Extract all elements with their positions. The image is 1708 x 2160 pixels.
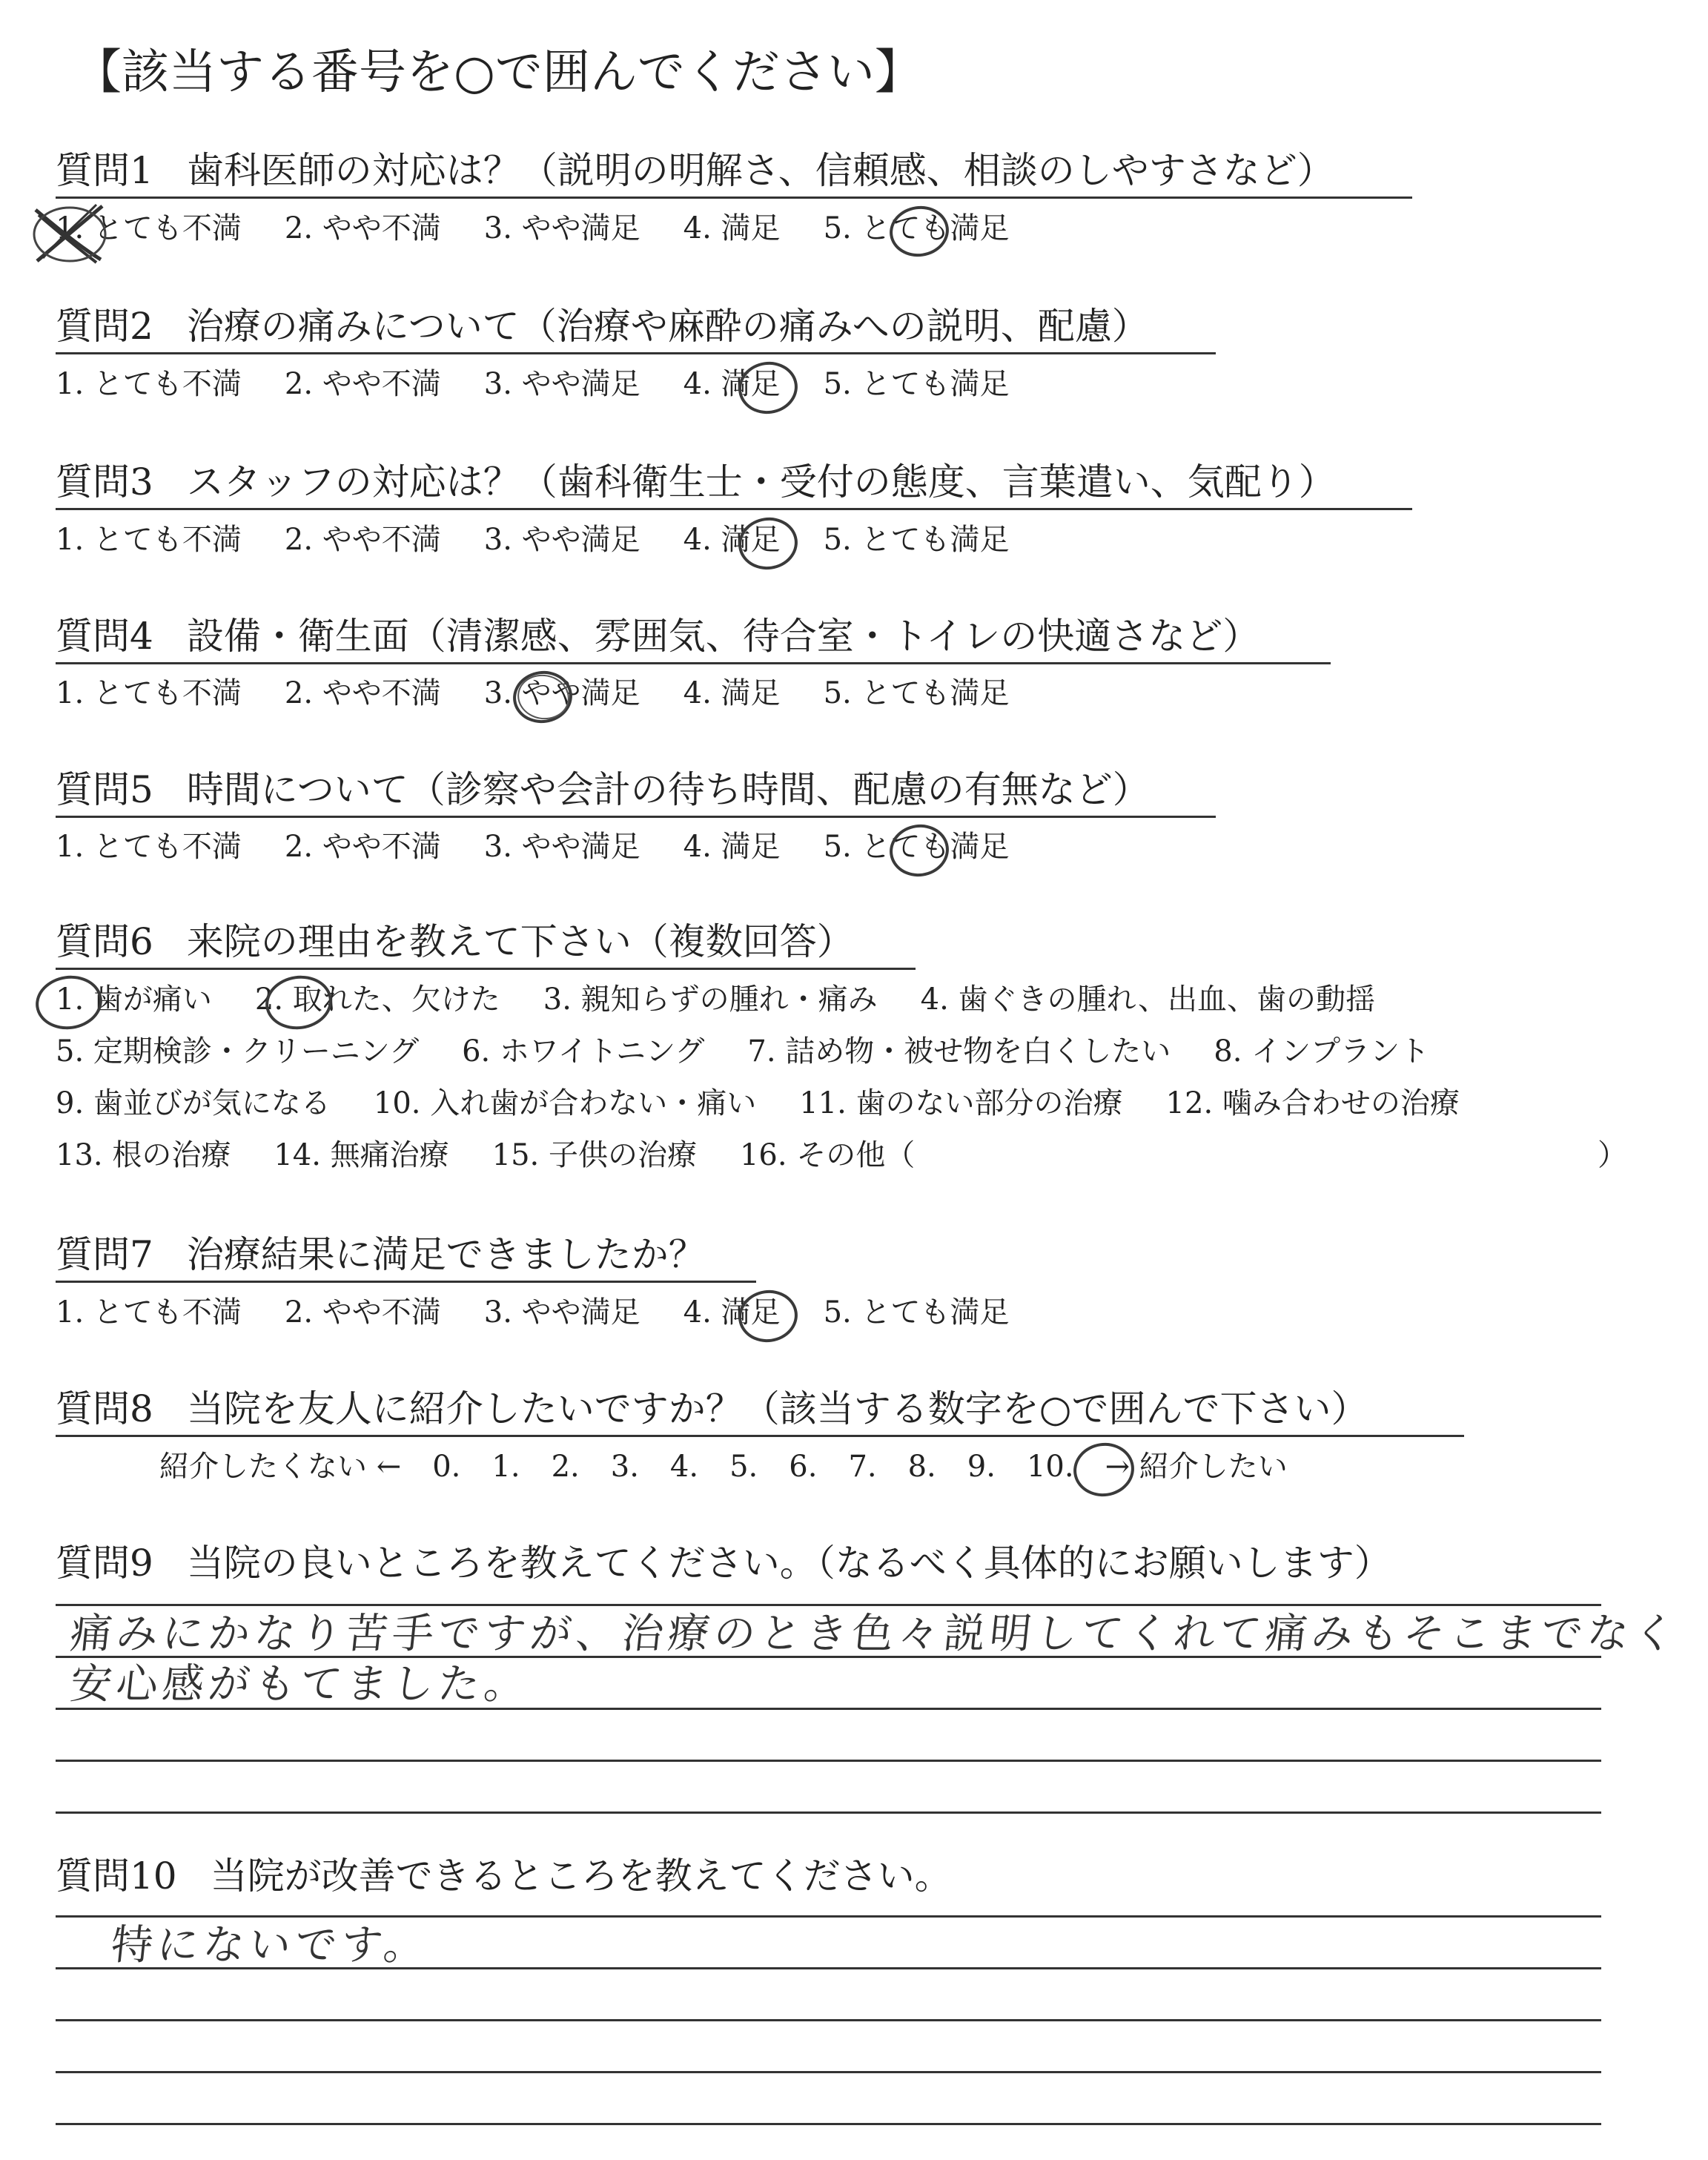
q9-handwritten-answer-line-2: 安心感がもてました。 <box>67 1660 533 1708</box>
q8-scale-5[interactable]: 5. <box>729 1450 758 1484</box>
q1-option-4[interactable]: 4. 満足 <box>683 211 781 245</box>
q6-option-12[interactable]: 12. 噛み合わせの治療 <box>1165 1086 1460 1120</box>
question-6-text: 来院の理由を教えて下さい（複数回答） <box>186 920 854 963</box>
q6-option-10[interactable]: 10. 入れ歯が合わない・痛い <box>373 1086 757 1120</box>
question-7-text: 治療結果に満足できましたか？ <box>186 1233 706 1276</box>
q8-scale-8[interactable]: 8. <box>907 1450 936 1484</box>
q6-option-13[interactable]: 13. 根の治療 <box>56 1138 231 1172</box>
q9-answer-rule-5 <box>56 1811 1601 1814</box>
q4-option-3[interactable]: 3. やや満足 <box>483 676 640 710</box>
q2-option-2[interactable]: 2. やや不満 <box>284 367 441 401</box>
q3-option-4[interactable]: 4. 満足 <box>683 523 781 557</box>
q8-scale-4[interactable]: 4. <box>669 1450 699 1484</box>
question-9-text: 当院の良いところを教えてください。（なるべく具体的にお願いします） <box>186 1542 1391 1585</box>
question-1-heading <box>56 148 1334 193</box>
q8-scale-2[interactable]: 2. <box>551 1450 580 1484</box>
question-10-number: 質問10 <box>56 1855 177 1898</box>
q9-answer-rule-4 <box>56 1760 1601 1762</box>
q6-option-14[interactable]: 14. 無痛治療 <box>274 1138 449 1172</box>
question-5-text: 時間について（診察や会計の待ち時間、配慮の有無など） <box>186 768 1150 811</box>
q7-option-1[interactable]: 1. とても不満 <box>56 1295 242 1330</box>
q1-option-2[interactable]: 2. やや不満 <box>284 211 441 245</box>
question-6-options-row-4 <box>56 1137 1627 1174</box>
q8-scale-0[interactable]: 0. <box>432 1450 461 1484</box>
question-1-text: 歯科医師の対応は？（説明の明解さ、信頼感、相談のしやすさなど） <box>186 149 1334 192</box>
q2-option-5[interactable]: 5. とても満足 <box>823 367 1010 401</box>
q9-answer-rule-2 <box>56 1656 1601 1658</box>
page-title: 【該当する番号を○で囲んでください】 <box>74 45 922 100</box>
question-3-text: スタッフの対応は？（歯科衛生士・受付の態度、言葉遣い、気配り） <box>186 460 1336 503</box>
q10-answer-rule-3 <box>56 2019 1601 2021</box>
question-8-number: 質問8 <box>56 1387 153 1430</box>
q6-option-15[interactable]: 15. 子供の治療 <box>491 1138 697 1172</box>
q3-option-1[interactable]: 1. とても不満 <box>56 523 242 557</box>
q2-option-1[interactable]: 1. とても不満 <box>56 367 242 401</box>
question-4-number: 質問4 <box>56 615 153 658</box>
question-4-heading <box>56 614 1260 658</box>
q1-option-1[interactable]: 1. とても不満 <box>56 211 242 245</box>
q5-option-1[interactable]: 1. とても不満 <box>56 830 242 864</box>
question-6-number: 質問6 <box>56 920 153 963</box>
question-3-number: 質問3 <box>56 460 153 503</box>
question-6-options-row-3 <box>56 1085 1460 1122</box>
q7-option-5[interactable]: 5. とても満足 <box>823 1295 1010 1330</box>
q1-cross-mark-icon <box>28 199 110 265</box>
q1-option-3[interactable]: 3. やや満足 <box>483 211 640 245</box>
q4-option-2[interactable]: 2. やや不満 <box>284 676 441 710</box>
question-3-underline <box>56 508 1412 510</box>
q4-option-1[interactable]: 1. とても不満 <box>56 676 242 710</box>
question-7-number: 質問7 <box>56 1233 153 1276</box>
question-3-heading <box>56 460 1336 504</box>
q6-option-11[interactable]: 11. 歯のない部分の治療 <box>799 1086 1123 1120</box>
q5-option-5[interactable]: 5. とても満足 <box>823 830 1010 864</box>
q8-scale-6[interactable]: 6. <box>789 1450 818 1484</box>
q9-answer-rule-3 <box>56 1708 1601 1710</box>
q7-option-4[interactable]: 4. 満足 <box>683 1295 781 1330</box>
q3-option-2[interactable]: 2. やや不満 <box>284 523 441 557</box>
q6-option-9[interactable]: 9. 歯並びが気になる <box>56 1086 331 1120</box>
question-5-underline <box>56 816 1216 818</box>
q6-option-4[interactable]: 4. 歯ぐきの腫れ、出血、歯の動揺 <box>920 982 1375 1017</box>
q6-option-6[interactable]: 6. ホワイトニング <box>462 1034 705 1069</box>
question-5-number: 質問5 <box>56 768 153 811</box>
question-10-text: 当院が改善できるところを教えてください。 <box>210 1855 952 1898</box>
q8-scale-right-label: → 紹介したい <box>1105 1450 1288 1484</box>
q6-option-5[interactable]: 5. 定期検診・クリーニング <box>56 1034 420 1069</box>
q10-answer-rule-4 <box>56 2071 1601 2073</box>
question-8-scale <box>159 1448 1319 1485</box>
q6-option-16[interactable]: 16. その他（ <box>739 1138 916 1172</box>
question-2-heading <box>56 304 1149 349</box>
question-3-options <box>56 521 1009 558</box>
question-1-underline <box>56 196 1412 199</box>
question-4-text: 設備・衛生面（清潔感、雰囲気、待合室・トイレの快適さなど） <box>186 615 1260 658</box>
q6-option-2[interactable]: 2. 取れた、欠けた <box>254 982 500 1017</box>
q6-option-7[interactable]: 7. 詰め物・被せ物を白くしたい <box>747 1034 1171 1069</box>
q5-option-2[interactable]: 2. やや不満 <box>284 830 441 864</box>
q6-option-1[interactable]: 1. 歯が痛い <box>56 982 212 1017</box>
question-5-options <box>56 828 1009 865</box>
question-2-options <box>56 366 1009 403</box>
question-8-text: 当院を友人に紹介したいですか？（該当する数字を○で囲んで下さい） <box>186 1387 1368 1430</box>
q5-option-4[interactable]: 4. 満足 <box>683 830 781 864</box>
question-2-underline <box>56 352 1216 354</box>
q3-option-3[interactable]: 3. やや満足 <box>483 523 640 557</box>
question-6-heading <box>56 919 854 964</box>
q8-scale-9[interactable]: 9. <box>967 1450 996 1484</box>
question-8-underline <box>56 1435 1464 1437</box>
q9-answer-rule-1 <box>56 1604 1601 1606</box>
q10-answer-rule-5 <box>56 2123 1601 2125</box>
q7-option-3[interactable]: 3. やや満足 <box>483 1295 640 1330</box>
q2-option-4[interactable]: 4. 満足 <box>683 367 781 401</box>
question-1-number: 質問1 <box>56 149 153 192</box>
question-8-heading <box>56 1387 1368 1431</box>
question-7-heading <box>56 1232 706 1277</box>
q10-answer-rule-2 <box>56 1967 1601 1969</box>
q8-scale-3[interactable]: 3. <box>610 1450 639 1484</box>
question-10-heading <box>56 1854 952 1898</box>
q4-option-4[interactable]: 4. 満足 <box>683 676 781 710</box>
q3-option-5[interactable]: 5. とても満足 <box>823 523 1010 557</box>
question-6-options-row-2 <box>56 1033 1429 1070</box>
question-2-text: 治療の痛みについて（治療や麻酔の痛みへの説明、配慮） <box>186 305 1149 348</box>
q6-option-3[interactable]: 3. 親知らずの腫れ・痛み <box>543 982 878 1017</box>
question-9-number: 質問9 <box>56 1542 153 1585</box>
question-5-heading <box>56 767 1150 812</box>
q1-option-5[interactable]: 5. とても満足 <box>823 211 1010 245</box>
question-6-options-row-1 <box>56 981 1375 1018</box>
q9-handwritten-answer-line-1: 痛みにかなり苦手ですが、治療のとき色々説明してくれて痛みもそこまでなく <box>67 1610 1682 1658</box>
q2-option-3[interactable]: 3. やや満足 <box>483 367 640 401</box>
q6-option-8[interactable]: 8. インプラント <box>1214 1034 1430 1069</box>
question-7-options <box>56 1294 1009 1331</box>
question-1-options <box>56 210 1009 247</box>
question-7-underline <box>56 1281 756 1283</box>
question-6-underline <box>56 968 916 970</box>
q4-option-5[interactable]: 5. とても満足 <box>823 676 1010 710</box>
question-2-number: 質問2 <box>56 305 153 348</box>
q10-handwritten-answer-line-1: 特にないです。 <box>108 1921 432 1969</box>
question-4-underline <box>56 662 1331 664</box>
q6-other-close-paren: ） <box>1598 1138 1627 1172</box>
q8-scale-10[interactable]: 10. <box>1026 1450 1074 1484</box>
q5-option-3[interactable]: 3. やや満足 <box>483 830 640 864</box>
q8-scale-1[interactable]: 1. <box>491 1450 520 1484</box>
q7-option-2[interactable]: 2. やや不満 <box>284 1295 441 1330</box>
q8-scale-7[interactable]: 7. <box>848 1450 877 1484</box>
question-9-heading <box>56 1541 1391 1585</box>
q10-answer-rule-1 <box>56 1915 1601 1918</box>
q8-scale-left-label: 紹介したくない ← <box>159 1450 402 1484</box>
